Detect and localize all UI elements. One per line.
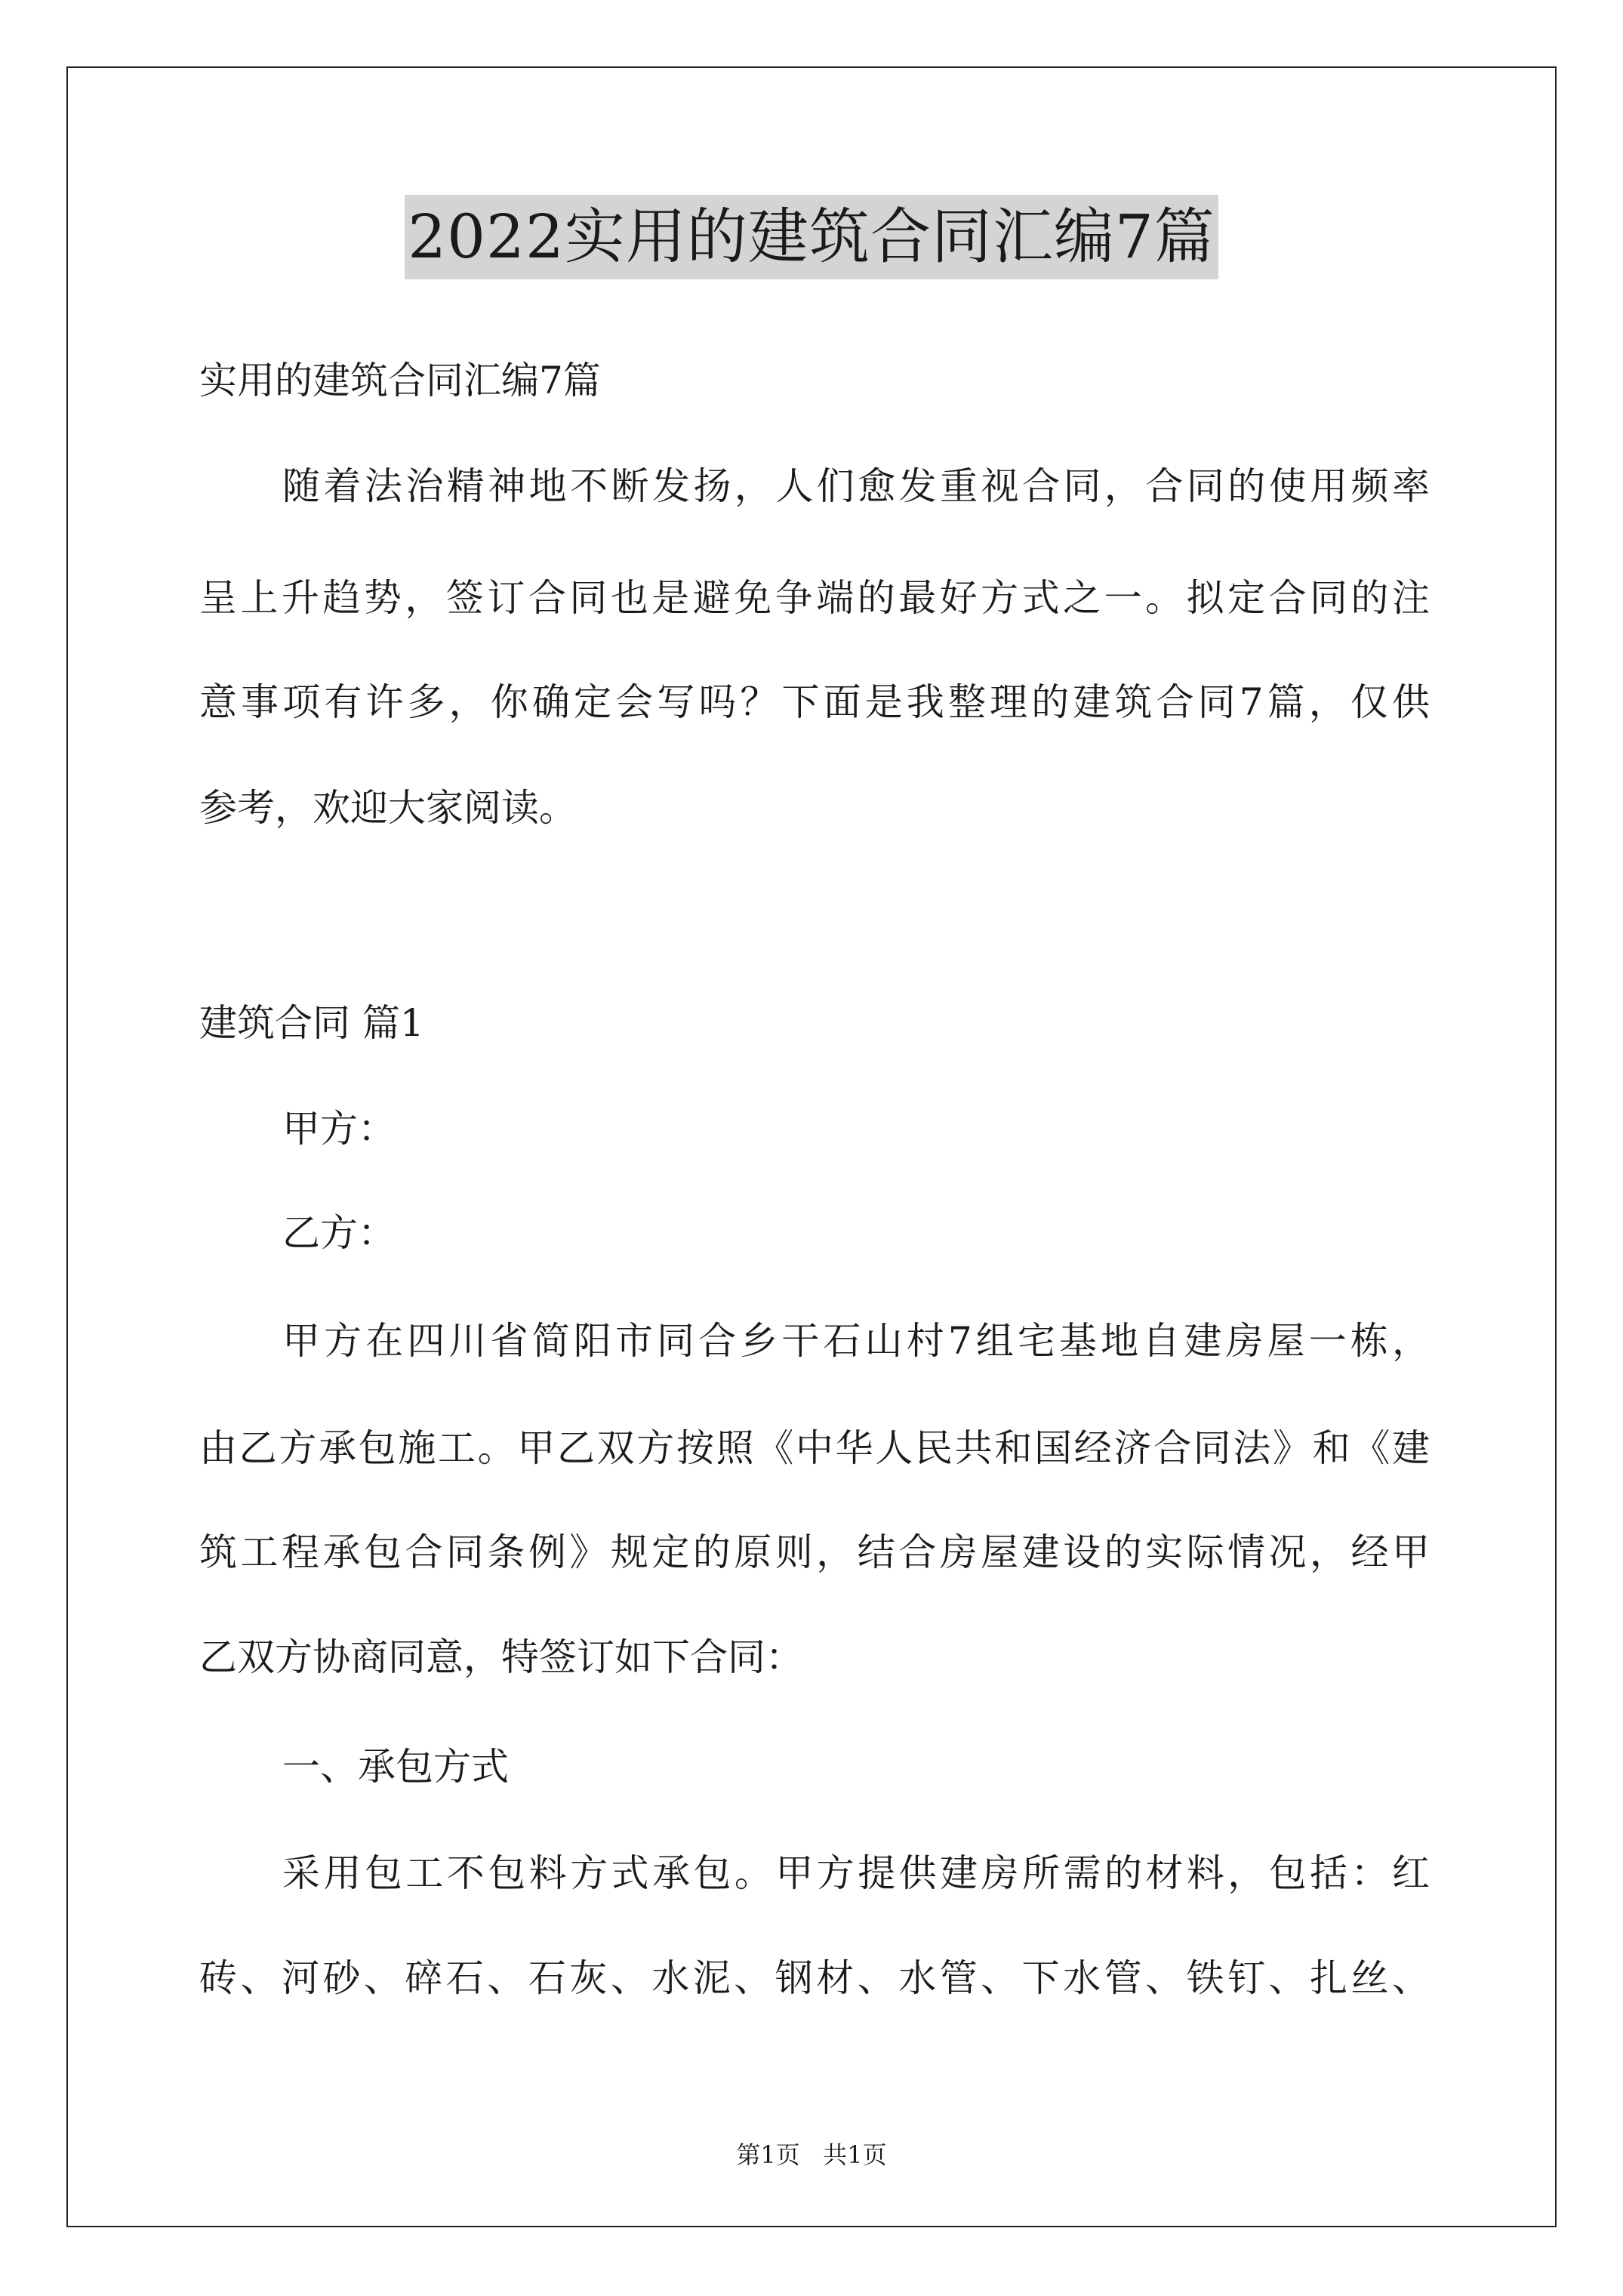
clause-1-line-1: 采用包工不包料方式承包。甲方提供建房所需的材料，包括：红 — [282, 1851, 1430, 1895]
clause-1-line-2: 砖、河砂、碎石、石灰、水泥、钢材、水管、下水管、铁钉、扎丝、 — [199, 1956, 1430, 2000]
party-a-line: 甲方： — [282, 1107, 396, 1151]
subtitle-line: 实用的建筑合同汇编7篇 — [199, 359, 601, 402]
intro-paragraph-line-1: 随着法治精神地不断发扬，人们愈发重视合同，合同的使用频率 — [282, 464, 1430, 508]
intro-paragraph-line-4: 参考，欢迎大家阅读。 — [199, 786, 577, 830]
contract-paragraph-line-3: 筑工程承包合同条例》规定的原则，结合房屋建设的实际情况，经甲 — [199, 1530, 1430, 1574]
intro-paragraph-line-3: 意事项有许多，你确定会写吗？下面是我整理的建筑合同7篇，仅供 — [199, 680, 1430, 724]
clause-heading-1: 一、承包方式 — [282, 1745, 509, 1789]
document-title-text: 2022实用的建筑合同汇编7篇 — [405, 195, 1218, 279]
page-footer: 第1页 共1页 — [736, 2140, 887, 2169]
contract-paragraph-line-4: 乙双方协商同意，特签订如下合同： — [199, 1635, 803, 1679]
document-title — [0, 195, 1623, 279]
contract-paragraph-line-2: 由乙方承包施工。甲乙双方按照《中华人民共和国经济合同法》和《建 — [199, 1426, 1430, 1470]
section-heading-contract-1: 建筑合同 篇1 — [199, 1001, 424, 1045]
party-b-line: 乙方： — [282, 1211, 396, 1255]
intro-paragraph-line-2: 呈上升趋势，签订合同也是避免争端的最好方式之一。拟定合同的注 — [199, 576, 1430, 620]
contract-paragraph-line-1: 甲方在四川省简阳市同合乡干石山村7组宅基地自建房屋一栋， — [282, 1319, 1430, 1363]
